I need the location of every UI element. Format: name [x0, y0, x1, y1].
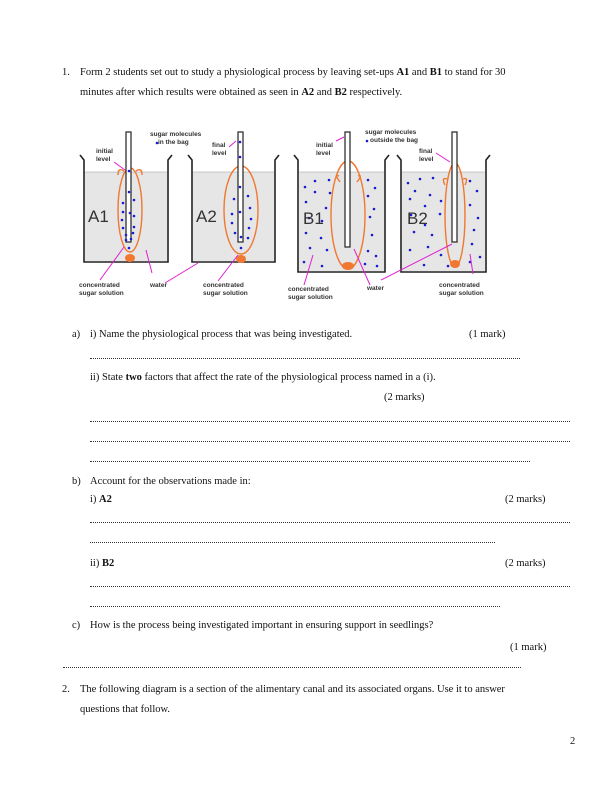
answer-line[interactable] — [90, 421, 570, 422]
question-2-line1: The following diagram is a section of the alimentary canal and its associated organs. Use it to answer — [80, 684, 505, 695]
part-b-i-marks: (2 marks) — [505, 494, 546, 505]
label-final: final — [419, 148, 433, 155]
part-b-i-label: i) A2 — [90, 494, 112, 505]
question-number: 1. — [62, 67, 70, 78]
part-b-ii-marks: (2 marks) — [505, 558, 546, 569]
label-sugar-molecules: sugar molecules — [365, 129, 417, 136]
label-b1: B1 — [303, 209, 324, 228]
part-a-ii-question: ii) State two factors that affect the rate of the physiological process named in a (i). — [90, 372, 436, 383]
answer-line[interactable] — [90, 586, 570, 587]
label-sugar-solution: sugar solution — [288, 294, 333, 301]
answer-line[interactable] — [90, 441, 570, 442]
label-level: level — [316, 150, 331, 157]
part-b-label: b) — [72, 476, 81, 487]
answer-line[interactable] — [90, 358, 520, 359]
answer-line[interactable] — [90, 461, 530, 462]
part-c-label: c) — [72, 620, 81, 631]
label-level: level — [419, 156, 434, 163]
question-2-line2: questions that follow. — [80, 704, 171, 715]
label-level: level — [96, 156, 111, 163]
answer-line[interactable] — [90, 522, 570, 523]
label-a2: A2 — [196, 207, 217, 226]
label-sugar-molecules: sugar molecules — [150, 131, 202, 138]
label-sugar-solution: sugar solution — [79, 290, 124, 297]
label-outside-the-bag: outside the bag — [370, 137, 419, 144]
label-concentrated: concentrated — [288, 286, 329, 293]
label-concentrated: concentrated — [203, 282, 244, 289]
part-a-label: a) — [72, 329, 81, 340]
label-sugar-solution: sugar solution — [203, 290, 248, 297]
part-b-question: Account for the observations made in: — [90, 476, 251, 487]
answer-line[interactable] — [90, 606, 500, 607]
part-c-question: How is the process being investigated important in ensuring support in seedlings? — [90, 620, 434, 631]
label-initial: initial — [96, 148, 113, 155]
part-a-ii-marks: (2 marks) — [384, 392, 425, 403]
label-water: water — [150, 282, 167, 289]
label-sugar-solution: sugar solution — [439, 290, 484, 297]
question-intro-line1: Form 2 students set out to study a physiological process by leaving set-ups A1 and B1 to stand for 30 — [80, 67, 506, 78]
label-a1: A1 — [88, 207, 109, 226]
answer-line[interactable] — [90, 542, 495, 543]
label-concentrated: concentrated — [439, 282, 480, 289]
part-a-i-question: i) Name the physiological process that was being investigated. — [90, 329, 353, 340]
question-intro-line2: minutes after which results were obtained as seen in A2 and B2 respectively. — [80, 87, 403, 98]
answer-line[interactable] — [63, 667, 521, 668]
label-final: final — [212, 142, 226, 149]
question-2-number: 2. — [62, 684, 70, 695]
page-number: 2 — [570, 736, 576, 747]
label-in-the-bag: in the bag — [158, 139, 189, 146]
part-b-ii-label: ii) B2 — [90, 558, 115, 569]
label-b2: B2 — [407, 209, 428, 228]
label-concentrated: concentrated — [79, 282, 120, 289]
part-a-i-marks: (1 mark) — [469, 329, 506, 340]
label-initial: initial — [316, 142, 333, 149]
part-c-marks: (1 mark) — [510, 642, 547, 653]
label-water: water — [367, 285, 384, 292]
label-level: level — [212, 150, 227, 157]
osmosis-diagram — [0, 0, 612, 320]
